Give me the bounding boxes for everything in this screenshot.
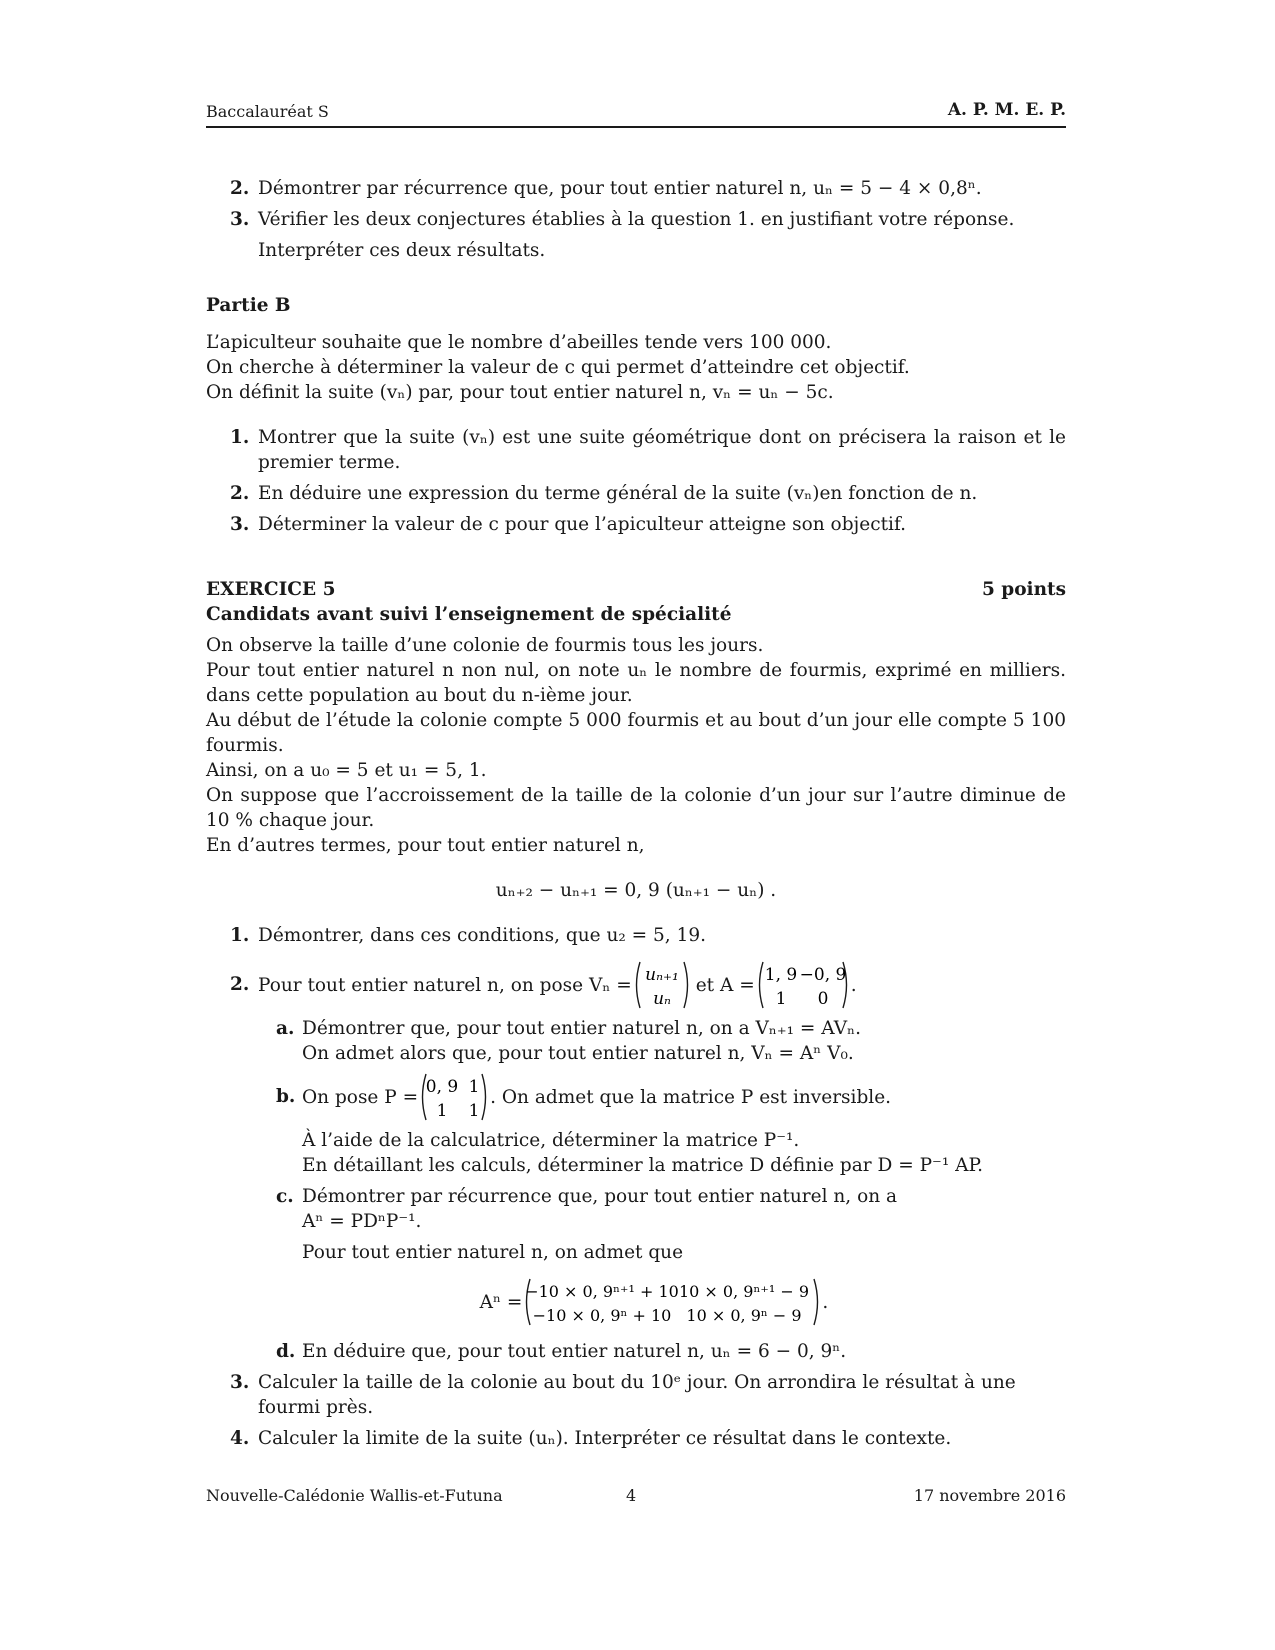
ex5-question-2	[206, 960, 1066, 1364]
partB-question-3	[206, 512, 1066, 537]
intro-line: On suppose que l’accroissement de la taille de la colonie d’un jour sur l’autre diminue de 10 % chaque jour.	[206, 785, 1066, 831]
subquestion-text: On pose P =	[302, 1086, 419, 1108]
matrix-entry: 1	[468, 1101, 480, 1121]
question-text: Vérifier les deux conjectures établies à la question 1. en justifiant votre réponse.	[258, 209, 1015, 230]
partB-question-1	[206, 425, 1066, 475]
footer-date: 17 novembre 2016	[913, 1486, 1066, 1505]
footer-left: Nouvelle-Calédonie Wallis-et-Futuna	[206, 1486, 503, 1505]
matrix-entry: 0	[817, 989, 829, 1009]
subquestion-letter: b.	[276, 1086, 296, 1107]
math-text: .	[822, 1291, 829, 1313]
ex5-question-3	[206, 1370, 1066, 1420]
question-number: 4.	[230, 1428, 250, 1449]
ex5-question-2b	[206, 1072, 1066, 1178]
exercise-title: EXERCICE 5	[206, 579, 336, 600]
exercise-intro	[206, 633, 1066, 858]
matrix-entry: 10 × 0, 9ⁿ − 9	[686, 1306, 802, 1325]
matrix-entry: 0, 9	[425, 1077, 459, 1097]
question-2-statement	[258, 960, 1066, 1010]
subquestion-text: Aⁿ = PDⁿP⁻¹.	[302, 1211, 422, 1232]
exercise-subtitle: Candidats avant suivi l’enseignement de spécialité	[206, 604, 732, 625]
intro-line: Ainsi, on a u₀ = 5 et u₁ = 5, 1.	[206, 760, 487, 781]
question-text: Montrer que la suite (vₙ) est une suite géométrique dont on précisera la raison et le premier terme.	[258, 427, 1066, 473]
ex5-question-1	[206, 923, 1066, 948]
question-number: 2.	[230, 483, 250, 504]
subquestion-statement	[302, 1072, 1066, 1122]
partB-intro: L’apiculteur souhaite que le nombre d’abeilles tende vers 100 000.	[206, 332, 832, 353]
subquestion-letter: a.	[276, 1018, 295, 1039]
intro-line: Au début de l’étude la colonie compte 5 000 fourmis et au bout d’un jour elle compte 5 100 fourmis.	[206, 710, 1066, 756]
question-number: 2.	[230, 178, 250, 199]
page-content	[206, 176, 1066, 1451]
ex5-question-2d	[206, 1339, 1066, 1364]
intro-line: On observe la taille d’une colonie de fourmis tous les jours.	[206, 635, 764, 656]
exercise-heading	[206, 577, 1066, 602]
matrix-entry: 10 × 0, 9ⁿ⁺¹ − 9	[679, 1282, 810, 1301]
matrix-entry: 1	[436, 1101, 448, 1121]
recurrence-relation: uₙ₊₂ − uₙ₊₁ = 0, 9 (uₙ₊₁ − uₙ) .	[495, 880, 777, 901]
subquestion-text: À l’aide de la calculatrice, déterminer la matrice P⁻¹.	[302, 1130, 800, 1151]
question-number: 1.	[230, 427, 250, 448]
matrix-entry: uₙ	[652, 989, 671, 1009]
question-text: Déterminer la valeur de c pour que l’apiculteur atteigne son objectif.	[258, 514, 907, 535]
partB-intro: On cherche à déterminer la valeur de c qui permet d’atteindre cet objectif.	[206, 357, 910, 378]
exercise-points: 5 points	[981, 579, 1066, 600]
question-number: 3.	[230, 1372, 250, 1393]
page	[206, 0, 1066, 1650]
subquestion-text: . On admet que la matrice P est inversible.	[490, 1086, 892, 1108]
ex5-question-2c	[206, 1184, 1066, 1327]
question-text: Pour tout entier naturel n, on pose Vₙ =	[258, 974, 632, 996]
question-text: Démontrer, dans ces conditions, que u₂ = 5, 19.	[258, 925, 706, 946]
subquestion-letter: c.	[276, 1186, 294, 1207]
intro-line: Pour tout entier naturel n non nul, on note uₙ le nombre de fourmis, exprimé en milliers. dans cette population au bout du n-ième jour.	[206, 660, 1066, 706]
header-right: A. P. M. E. P.	[947, 100, 1066, 120]
question-number: 2.	[230, 974, 250, 995]
subquestion-text: En détaillant les calculs, déterminer la matrice D définie par D = P⁻¹ AP.	[302, 1155, 984, 1176]
subquestion-text: Pour tout entier naturel n, on admet que	[302, 1242, 684, 1263]
matrix-An	[522, 1277, 822, 1327]
matrix-entry: 1, 9	[764, 965, 797, 985]
page-header	[206, 100, 1066, 128]
question-text: et A =	[695, 974, 755, 996]
partB-question-2	[206, 481, 1066, 506]
subquestion-text: On admet alors que, pour tout entier naturel n, Vₙ = Aⁿ V₀.	[302, 1043, 854, 1064]
subquestion-letter: d.	[276, 1341, 296, 1362]
matrix-entry: −10 × 0, 9ⁿ + 10	[533, 1306, 672, 1325]
question-number: 1.	[230, 925, 250, 946]
matrix-entry: uₙ₊₁	[644, 965, 679, 985]
subquestion-text: Démontrer par récurrence que, pour tout entier naturel n, on a	[302, 1186, 898, 1207]
matrix-A	[755, 960, 851, 1010]
matrix-entry: 1	[468, 1077, 480, 1097]
subquestion-text: En déduire que, pour tout entier naturel n, uₙ = 6 − 0, 9ⁿ.	[302, 1341, 847, 1362]
page-number: 4	[626, 1486, 637, 1505]
question-text: .	[850, 974, 857, 996]
question-text: Calculer la taille de la colonie au bout du 10ᵉ jour. On arrondira le résultat à une fourmi près.	[258, 1372, 1016, 1418]
partA-question-3	[206, 207, 1066, 263]
question-number: 3.	[230, 209, 250, 230]
vector-Vn	[632, 960, 692, 1010]
ex5-question-4	[206, 1426, 1066, 1451]
question-text: En déduire une expression du terme général de la suite (vₙ)en fonction de n.	[258, 483, 978, 504]
page-footer	[206, 1486, 1066, 1508]
matrix-entry: 1	[775, 989, 787, 1009]
question-text: Démontrer par récurrence que, pour tout entier naturel n, uₙ = 5 − 4 × 0,8ⁿ.	[258, 178, 982, 199]
matrix-P	[418, 1072, 490, 1122]
matrix-An-display	[242, 1277, 1066, 1327]
ex5-question-2a	[206, 1016, 1066, 1066]
question-number: 3.	[230, 514, 250, 535]
partB-intro: On définit la suite (vₙ) par, pour tout entier naturel n, vₙ = uₙ − 5c.	[206, 382, 834, 403]
question-text: Calculer la limite de la suite (uₙ). Interpréter ce résultat dans le contexte.	[258, 1428, 952, 1449]
header-left: Baccalauréat S	[206, 102, 329, 121]
partA-question-2	[206, 176, 1066, 201]
intro-line: En d’autres termes, pour tout entier naturel n,	[206, 835, 645, 856]
question-text: Interpréter ces deux résultats.	[258, 240, 546, 261]
math-text: Aⁿ =	[479, 1291, 523, 1313]
subquestion-text: Démontrer que, pour tout entier naturel n, on a Vₙ₊₁ = AVₙ.	[302, 1018, 861, 1039]
matrix-entry: −10 × 0, 9ⁿ⁺¹ + 10	[525, 1282, 680, 1301]
partB-title: Partie B	[206, 295, 291, 316]
matrix-entry: −0, 9	[799, 965, 847, 985]
